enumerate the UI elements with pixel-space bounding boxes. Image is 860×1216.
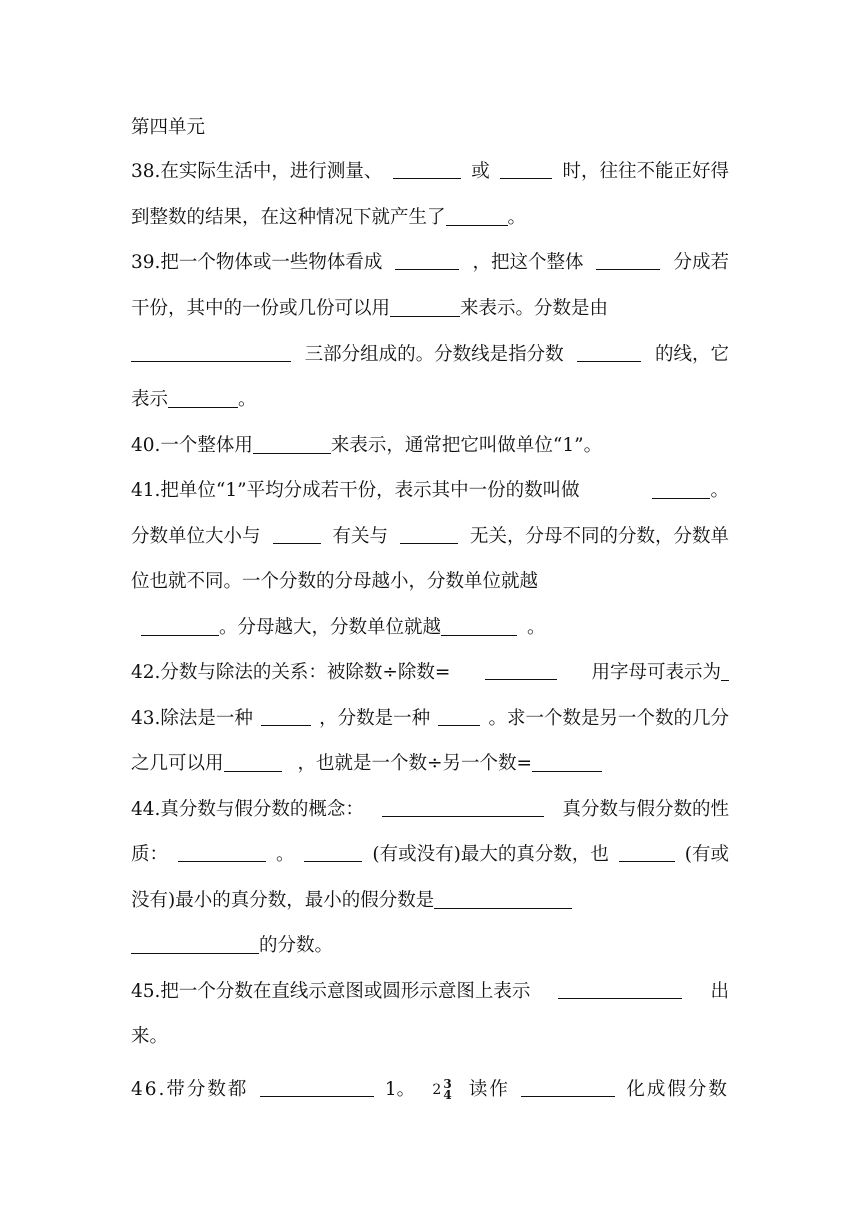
fraction-numerator: 3: [443, 1077, 452, 1091]
answer-blank[interactable]: [395, 251, 459, 270]
answer-blank[interactable]: [382, 798, 544, 817]
question-44-line-1: 44.真分数与假分数的概念： 真分数与假分数的性: [131, 799, 729, 820]
question-41-line-2: 分数单位大小与 有关与 无关，分母不同的分数，分数单: [131, 526, 729, 547]
answer-blank[interactable]: [521, 1078, 615, 1097]
question-42: 42.分数与除法的关系：被除数÷除数= 用字母可表示为: [131, 661, 729, 685]
question-44-line-4: 的分数。: [131, 934, 729, 958]
question-45-line-2: 来。: [131, 1026, 169, 1047]
fraction-denominator: 4: [443, 1088, 452, 1102]
question-39-line-2: 干份，其中的一份或几份可以用 来表示。分数是由: [131, 298, 609, 319]
answer-blank[interactable]: [619, 843, 675, 862]
answer-blank[interactable]: [446, 207, 508, 226]
answer-blank[interactable]: [500, 160, 552, 179]
answer-blank[interactable]: [390, 298, 460, 317]
answer-blank[interactable]: [393, 160, 461, 179]
answer-blank[interactable]: [652, 480, 710, 499]
question-39-line-3: 三部分组成的。分数线是指分数 的线，它: [131, 343, 729, 367]
answer-blank[interactable]: [178, 843, 266, 862]
answer-blank[interactable]: [441, 617, 517, 636]
question-44-line-2: 质： 。 (有或没有)最大的真分数，也 (有或: [131, 844, 729, 865]
answer-blank[interactable]: [434, 890, 572, 909]
question-41-line-1: 41.把单位“1”平均分成若干份，表示其中一份的数叫做 。: [131, 480, 729, 501]
question-45-line-1: 45.把一个分数在直线示意图或圆形示意图上表示 出: [131, 981, 729, 1002]
question-38-line-2: 到整数的结果，在这种情况下就产生了 。: [131, 207, 527, 228]
question-38-line-1: 38.在实际生活中，进行测量、 或 时，往往不能正好得: [131, 161, 729, 182]
answer-blank[interactable]: [532, 753, 602, 772]
answer-blank[interactable]: [485, 661, 557, 680]
question-41-line-3: 位也就不同。一个分数的分母越小，分数单位就越: [131, 571, 539, 592]
question-43-line-2: 之几可以用 ，也就是一个数÷另一个数=: [131, 752, 729, 776]
question-41-line-4: 。分母越大，分数单位就越 。: [131, 616, 729, 640]
answer-blank[interactable]: [141, 617, 219, 636]
answer-blank[interactable]: [400, 525, 458, 544]
answer-blank[interactable]: [168, 389, 238, 408]
question-43-line-1: 43.除法是一种 ，分数是一种 。求一个数是另一个数的几分: [131, 708, 729, 729]
answer-blank[interactable]: [596, 251, 660, 270]
unit-title: 第四单元: [131, 117, 206, 138]
question-39-line-4: 表示 。: [131, 389, 257, 410]
answer-blank[interactable]: [261, 707, 311, 726]
answer-blank[interactable]: [253, 435, 331, 454]
answer-blank[interactable]: [131, 343, 291, 362]
question-44-line-3: 没有)最小的真分数，最小的假分数是: [131, 889, 729, 913]
answer-blank[interactable]: [577, 343, 641, 362]
answer-blank[interactable]: [304, 843, 362, 862]
mixed-number: 2 3 4: [432, 1077, 452, 1102]
question-46: 46.带分数都 1。 2 3 4 读作 化成假分数: [131, 1077, 729, 1102]
answer-blank[interactable]: [558, 980, 682, 999]
answer-blank[interactable]: [131, 935, 259, 954]
answer-blank[interactable]: [224, 753, 282, 772]
answer-blank[interactable]: [273, 525, 321, 544]
answer-blank[interactable]: [438, 707, 480, 726]
answer-blank[interactable]: [260, 1078, 374, 1097]
question-40: 40.一个整体用 来表示，通常把它叫做单位“1”。: [131, 435, 603, 456]
question-39-line-1: 39.把一个物体或一些物体看成 ，把这个整体 分成若: [131, 252, 729, 273]
answer-blank[interactable]: [721, 662, 729, 681]
